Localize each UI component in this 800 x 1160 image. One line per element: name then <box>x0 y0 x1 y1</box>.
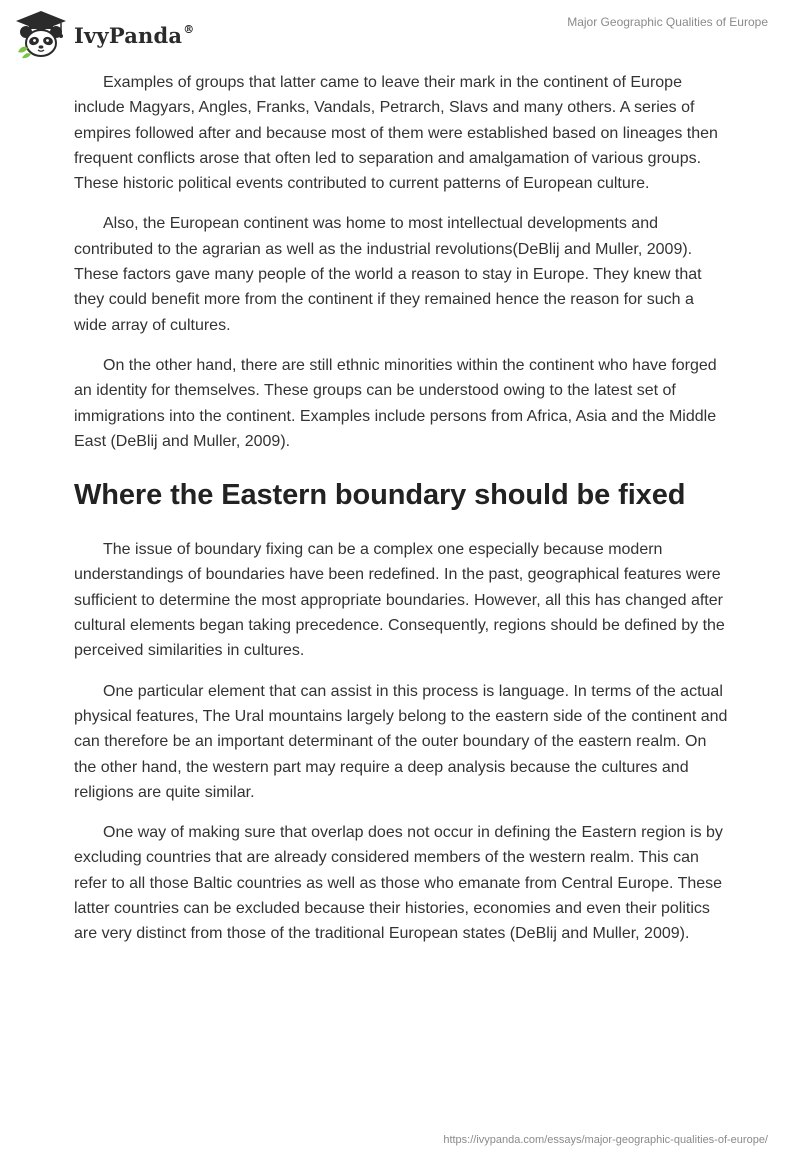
paragraph: One way of making sure that overlap does not occur in defining the Eastern region is by excluding countries that are already considered members of the western realm. This can refer to all those Baltic countries as well as those who emanate from Central Europe. These latter countries can be excluded because their histories, economies and even their politics are very distinct from those of the traditional European states (DeBlij and Muller, 2009). <box>74 824 723 943</box>
essay-content <box>74 70 730 962</box>
page-header <box>0 0 800 64</box>
document-title: Major Geographic Qualities of Europe <box>567 15 768 29</box>
paragraph: Also, the European continent was home to most intellectual developments and contributed to the agrarian as well as the industrial revolutions(DeBlij and Muller, 2009). These factors gave many people of the world a reason to stay in Europe. They knew that they could benefit more from the continent if they remained hence the reason for such a wide array of cultures. <box>74 215 702 334</box>
paragraph: The issue of boundary fixing can be a complex one especially because modern understandings of boundaries have been redefined. In the past, geographical features were sufficient to determine the most appropriate boundaries. However, all this has changed after cultural elements began taking precedence. Consequently, regions should be defined by the perceived similarities in cultures. <box>74 541 725 660</box>
source-url[interactable]: https://ivypanda.com/essays/major-geographic-qualities-of-europe/ <box>443 1134 768 1146</box>
logo-wordmark <box>74 23 194 48</box>
registered-mark: ® <box>183 22 195 36</box>
paragraph: On the other hand, there are still ethnic minorities within the continent who have forged an identity for themselves. These groups can be understood owing to the latest set of immigrations into the continent. Examples include persons from Africa, Asia and the Middle East (DeBlij and Muller, 2009). <box>74 356 717 450</box>
ivypanda-logo[interactable] <box>14 8 194 60</box>
section-heading: Where the Eastern boundary should be fixed <box>74 479 686 512</box>
paragraph: Examples of groups that latter came to leave their mark in the continent of Europe include Magyars, Angles, Franks, Vandals, Petrarch, Slavs and many others. A series of empires followed after and because most of them were established based on lineages then frequent conflicts arose that often led to separation and amalgamation of various groups. These historic political events contributed to current patterns of European culture. <box>74 74 718 193</box>
panda-graduate-icon <box>14 8 68 60</box>
paragraph: One particular element that can assist in this process is language. In terms of the actual physical features, The Ural mountains largely belong to the eastern side of the continent and can therefore be an important determinant of the outer boundary of the eastern realm. On the other hand, the western part may require a deep analysis because the cultures and religions are quite similar. <box>74 682 728 801</box>
logo-text: IvyPanda <box>74 22 183 48</box>
